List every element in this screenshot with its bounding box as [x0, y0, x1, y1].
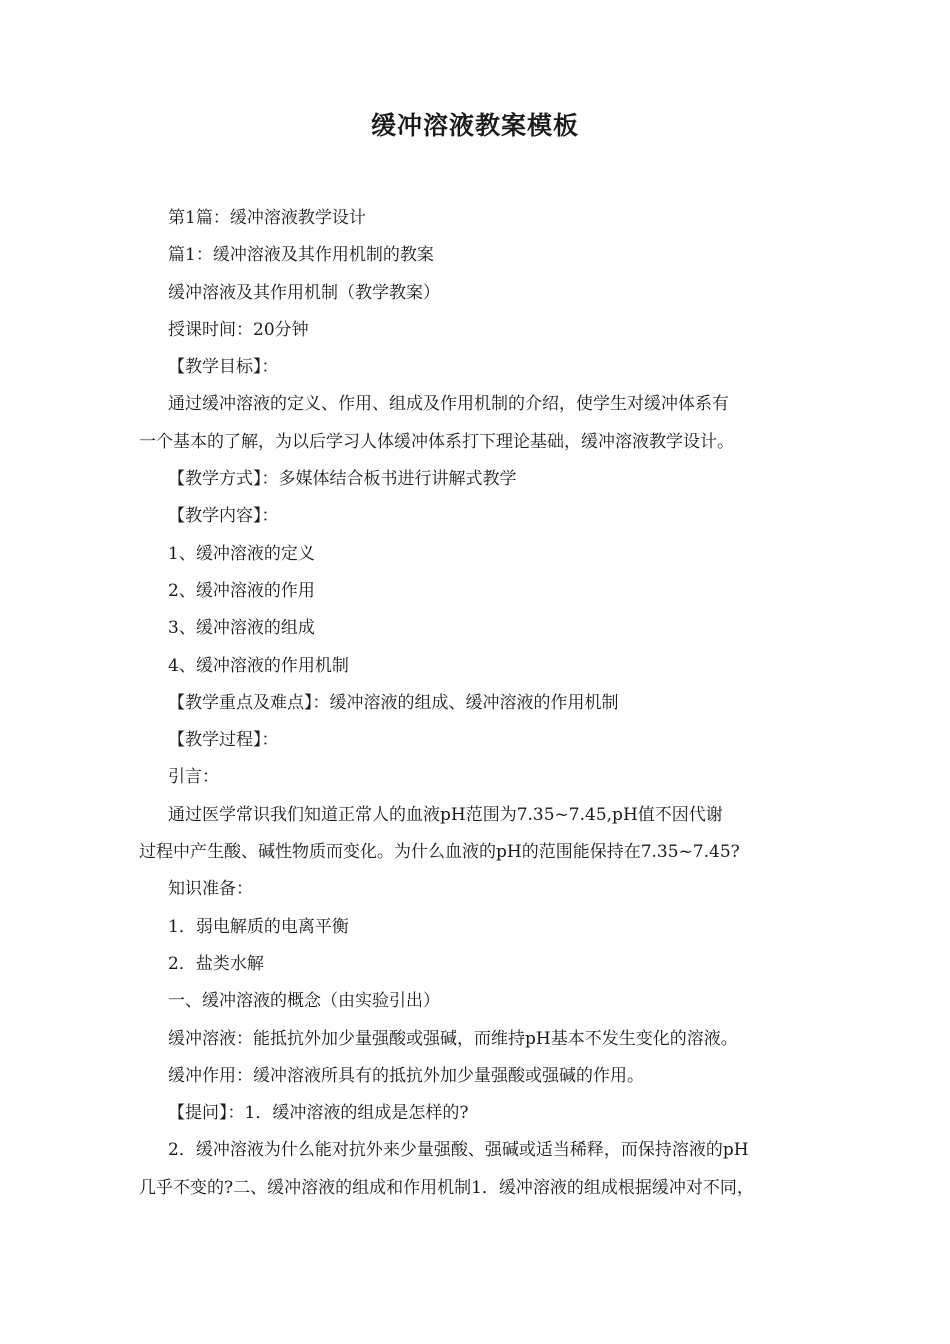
paragraph-teaching-method: 【教学方式】：多媒体结合板书进行讲解式教学	[168, 469, 517, 490]
paragraph-intro-line-2: 过程中产生酸、碱性物质而变化。为什么血液的pH的范围能保持在7.35~7.45?	[139, 842, 740, 863]
paragraph-buffer-action: 缓冲作用：缓冲溶液所具有的抵抗外加少量强酸或强碱的作用。	[168, 1065, 644, 1086]
paragraph-prep-label: 知识准备：	[168, 879, 253, 900]
paragraph-plan-title: 缓冲溶液及其作用机制（教学教案）	[168, 282, 440, 303]
paragraph-buffer-definition: 缓冲溶液：能抵抗外加少量强酸或强碱，而维持pH基本不发生变化的溶液。	[168, 1028, 738, 1049]
paragraph-question-2-line-1: 2．缓冲溶液为什么能对抗外来少量强酸、强碱或适当稀释，而保持溶液的pH	[168, 1140, 749, 1161]
paragraph-content-label: 【教学内容】：	[168, 506, 279, 527]
paragraph-question-1: 【提问】：1．缓冲溶液的组成是怎样的?	[168, 1103, 469, 1124]
paragraph-question-2-line-2: 几乎不变的?二、缓冲溶液的组成和作用机制1．缓冲溶液的组成根据缓冲对不同，	[139, 1177, 754, 1198]
list-item-content-3: 3、缓冲溶液的组成	[168, 618, 315, 639]
list-item-prep-2: 2．盐类水解	[168, 953, 264, 974]
document-body	[139, 200, 819, 1207]
paragraph-key-points: 【教学重点及难点】：缓冲溶液的组成、缓冲溶液的作用机制	[168, 692, 619, 713]
paragraph-objective-label: 【教学目标】：	[168, 357, 279, 378]
list-item-prep-1: 1．弱电解质的电离平衡	[168, 916, 349, 937]
paragraph-objective-line-1: 通过缓冲溶液的定义、作用、组成及作用机制的介绍，使学生对缓冲体系有	[168, 394, 729, 415]
list-item-content-2: 2、缓冲溶液的作用	[168, 580, 315, 601]
list-item-content-1: 1、缓冲溶液的定义	[168, 543, 315, 564]
paragraph-intro-label: 引言：	[168, 767, 219, 788]
paragraph-section-heading: 第1篇：缓冲溶液教学设计	[168, 208, 366, 228]
document-title: 缓冲溶液教案模板	[370, 111, 579, 140]
paragraph-process-label: 【教学过程】：	[168, 730, 279, 751]
paragraph-subheading: 篇1：缓冲溶液及其作用机制的教案	[168, 245, 434, 266]
paragraph-intro-line-1: 通过医学常识我们知道正常人的血液pH范围为7.35~7.45,pH值不因代谢	[168, 804, 723, 825]
paragraph-concept-heading: 一、缓冲溶液的概念（由实验引出）	[168, 991, 440, 1012]
list-item-content-4: 4、缓冲溶液的作用机制	[168, 655, 349, 676]
paragraph-objective-line-2: 一个基本的了解，为以后学习人体缓冲体系打下理论基础，缓冲溶液教学设计。	[139, 431, 734, 452]
paragraph-class-time: 授课时间：20分钟	[168, 319, 309, 340]
